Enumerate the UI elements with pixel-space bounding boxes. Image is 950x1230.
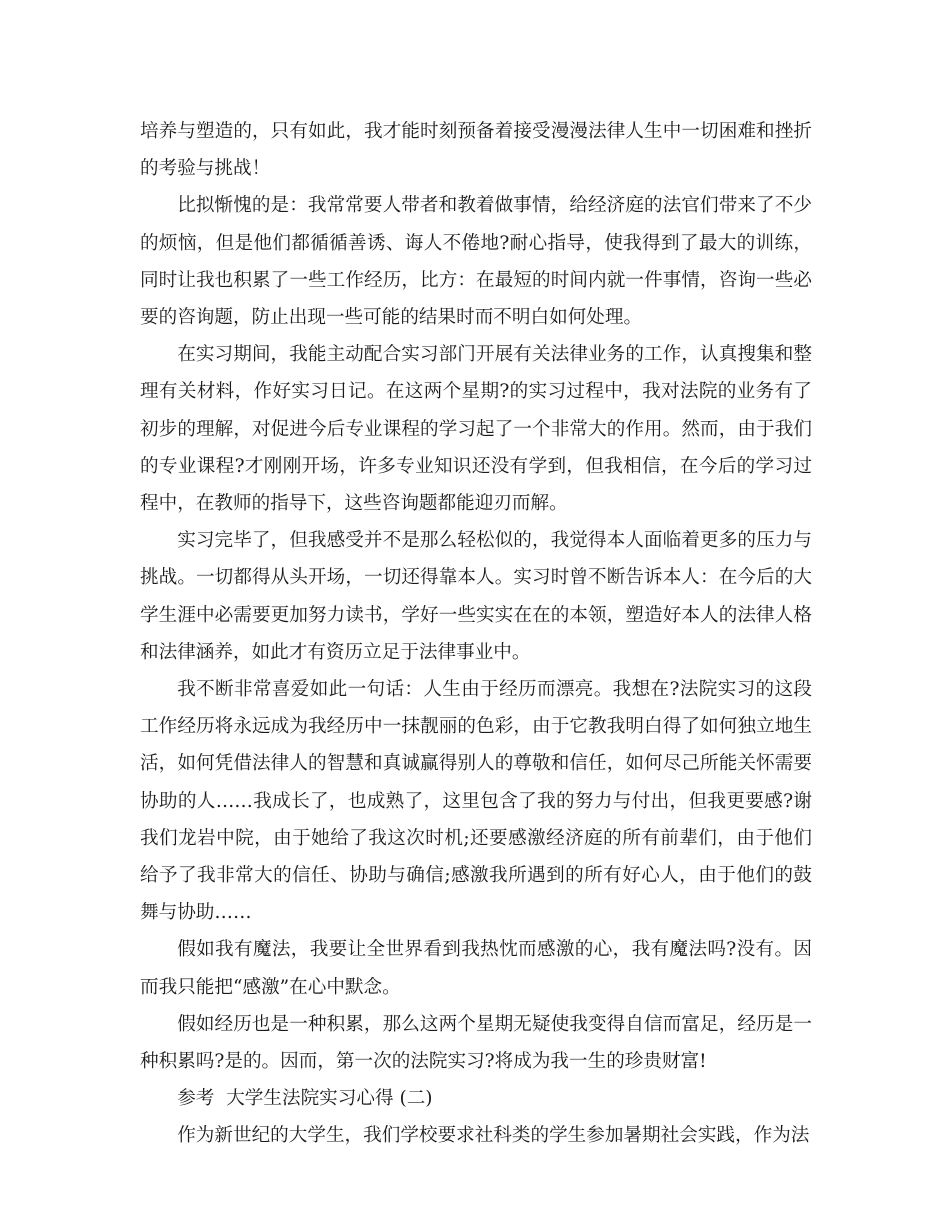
paragraph-2: 比拟惭愧的是：我常常要人带者和教着做事情，给经济庭的法官们带来了不少的烦恼，但是他们都循循善诱、诲人不倦地?耐心指导，使我得到了最大的训练，同时让我也积累了一些工作经历，比方：在最短的时间内就一件事情，咨询一些必要的咨询题，防止出现一些可能的结果时而不明白如何处理。 [140,195,812,329]
paragraph-4: 实习完毕了，但我感受并不是那么轻松似的，我觉得本人面临着更多的压力与挑战。一切都得从头开场，一切还得靠本人。实习时曾不断告诉本人：在今后的大学生涯中必需要更加努力读书，学好一些实实在在的本领，塑造好本人的法律人格和法律涵养，如此才有资历立足于法律事业中。 [140,530,812,663]
document-body [140,113,812,1155]
paragraph-8: 作为新世纪的大学生，我们学校要求社科类的学生参加暑期社会实践，作为法 [177,1125,810,1147]
paragraph-3: 在实习期间，我能主动配合实习部门开展有关法律业务的工作，认真搜集和整理有关材料，作好实习日记。在这两个星期?的实习过程中，我对法院的业务有了初步的理解，对促进今后专业课程的学习起了一个非常大的作用。然而，由于我们的专业课程?才刚刚开场，许多专业知识还没有学到，但我相信，在今后的学习过程中，在教师的指导下，这些咨询题都能迎刃而解。 [140,344,812,515]
paragraph-1: 培养与塑造的，只有如此，我才能时刻预备着接受漫漫法律人生中一切困难和挫折的考验与挑战！ [140,121,812,180]
paragraph-6: 假如我有魔法，我要让全世界看到我热忱而感激的心，我有魔法吗?没有。因而我只能把“感激”在心中默念。 [140,939,812,998]
section-heading: 参考 大学生法院实习心得 (二) [177,1088,433,1110]
paragraph-7: 假如经历也是一种积累，那么这两个星期无疑使我变得自信而富足，经历是一种积累吗?是的。因而，第一次的法院实习?将成为我一生的珍贵财富! [140,1013,812,1073]
paragraph-5: 我不断非常喜爱如此一句话：人生由于经历而漂亮。我想在?法院实习的这段工作经历将永远成为我经历中一抹靓丽的色彩，由于它教我明白得了如何独立地生活，如何凭借法律人的智慧和真诚赢得别人的尊敬和信任，如何尽己所能关怀需要协助的人……我成长了，也成熟了，这里包含了我的努力与付出，但我更要感?谢我们龙岩中院，由于她给了我这次时机;还要感激经济庭的所有前辈们，由于他们给予了我非常大的信任、协助与确信;感激我所遇到的所有好心人，由于他们的鼓舞与协助…… [140,679,812,924]
